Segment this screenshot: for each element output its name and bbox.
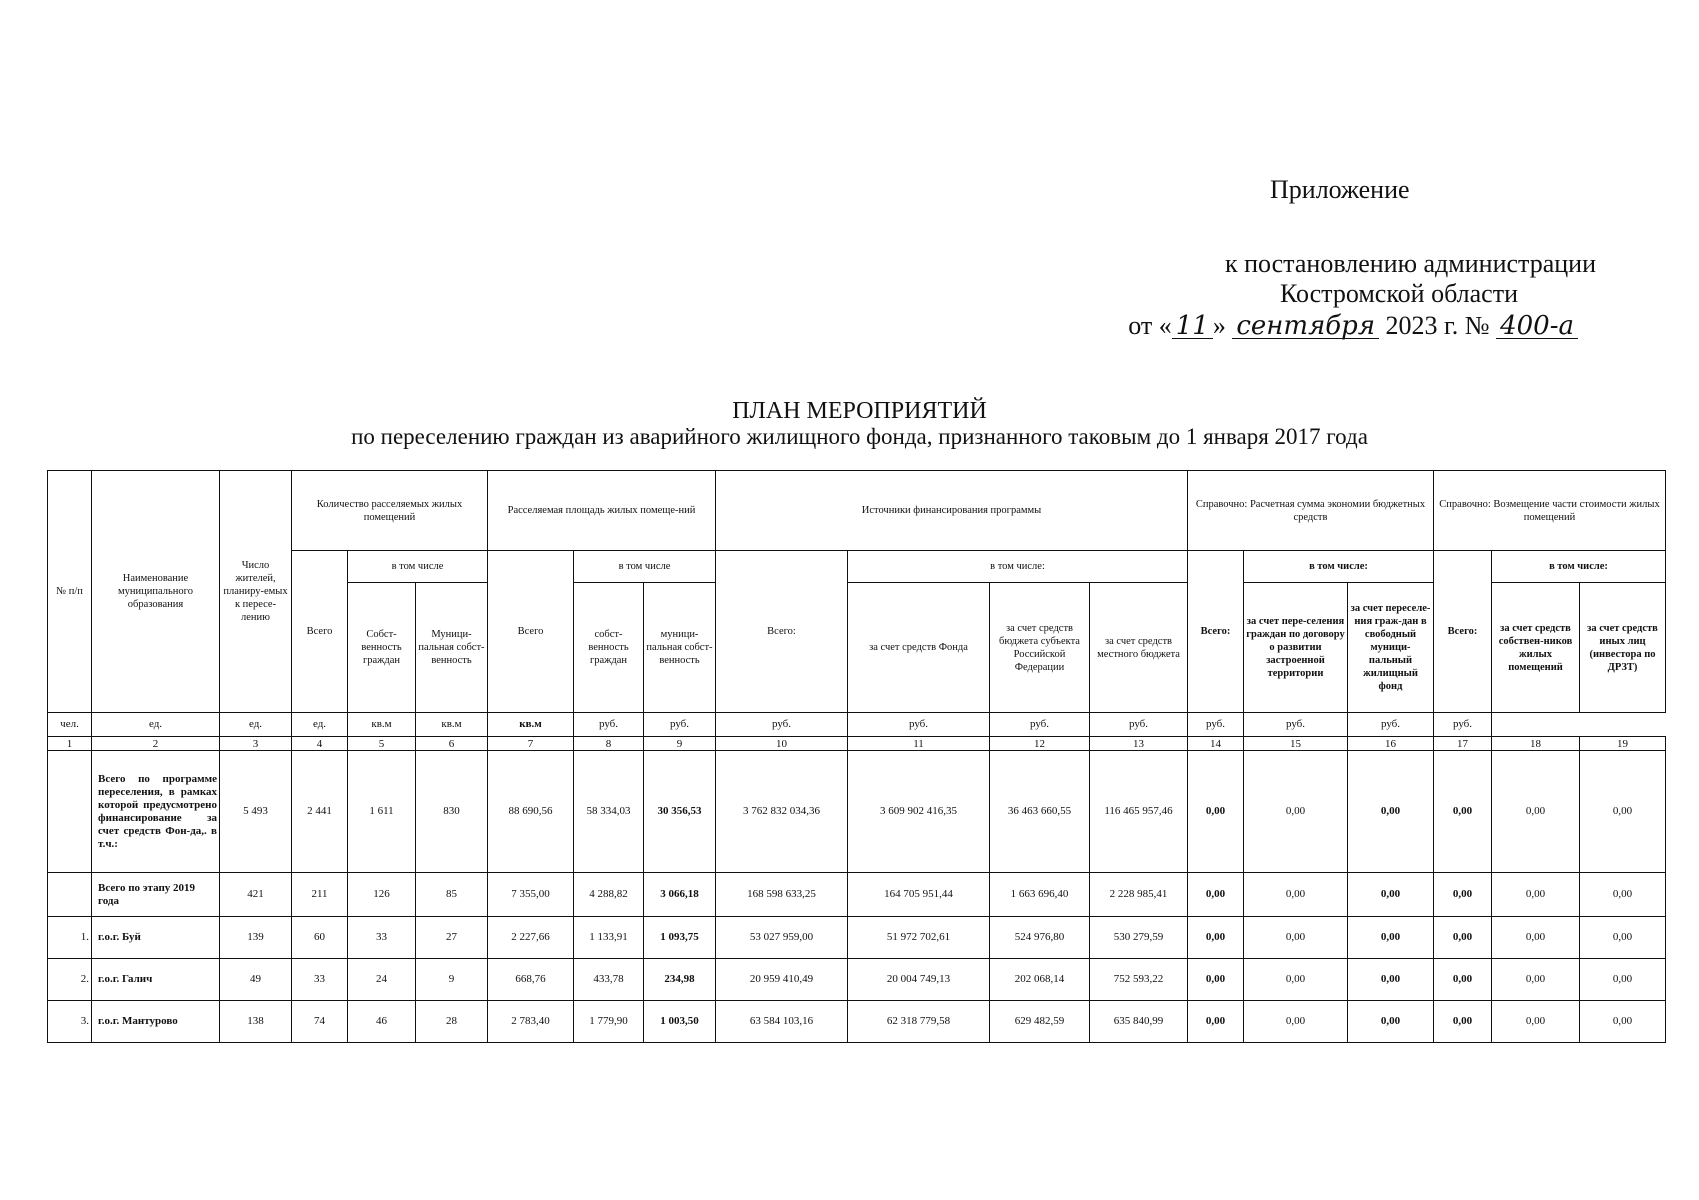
header-finance-group: Источники финансирования программы: [716, 471, 1188, 551]
table-cell: 4 288,82: [574, 873, 644, 917]
unit-cell: ед.: [292, 713, 348, 737]
table-cell: 20 959 410,49: [716, 959, 848, 1001]
row-name: Всего по этапу 2019 года: [92, 873, 220, 917]
header-local-budget: за счет средств местного бюджета: [1090, 583, 1188, 713]
table-cell: 63 584 103,16: [716, 1001, 848, 1043]
table-cell: 28: [416, 1001, 488, 1043]
unit-cell: кв.м: [488, 713, 574, 737]
column-number-cell: 14: [1188, 737, 1244, 751]
column-number-cell: 2: [92, 737, 220, 751]
table-row: [48, 959, 1666, 1001]
table-cell: 74: [292, 1001, 348, 1043]
column-number-cell: 18: [1492, 737, 1580, 751]
table-cell: 2 783,40: [488, 1001, 574, 1043]
header-fund: за счет средств Фонда: [848, 583, 990, 713]
table-cell: 58 334,03: [574, 751, 644, 873]
appendix-line-1: к постановлению администрации: [1224, 249, 1596, 278]
column-numbers-section: [48, 737, 1666, 751]
plan-table: [47, 470, 1666, 1043]
header-comp-owners: за счет средств собствен-ников жилых помещений: [1492, 583, 1580, 713]
column-number-cell: 12: [990, 737, 1090, 751]
header-economy-group: Справочно: Расчетная сумма экономии бюджетных средств: [1188, 471, 1434, 551]
table-cell: 0,00: [1348, 873, 1434, 917]
table-row: [48, 873, 1666, 917]
header-compensation-group: Справочно: Возмещение части стоимости жилых помещений: [1434, 471, 1666, 551]
unit-cell: руб.: [716, 713, 848, 737]
table-cell: 116 465 957,46: [1090, 751, 1188, 873]
table-cell: 53 027 959,00: [716, 917, 848, 959]
header-economy-incl: в том числе:: [1244, 551, 1434, 583]
header-econ-free: за счет переселе-ния граж-дан в свободный муници-пальный жилищный фонд: [1348, 583, 1434, 713]
header-finance-total: Всего:: [716, 551, 848, 713]
unit-cell: чел.: [48, 713, 92, 737]
table-cell: 36 463 660,55: [990, 751, 1090, 873]
unit-cell: руб.: [1434, 713, 1492, 737]
unit-cell: ед.: [220, 713, 292, 737]
table-cell: 20 004 749,13: [848, 959, 990, 1001]
table-cell: 0,00: [1244, 873, 1348, 917]
table-cell: 1 779,90: [574, 1001, 644, 1043]
plan-subtitle: по переселению граждан из аварийного жилищного фонда, признанного таковым до 1 января 2017 года: [351, 424, 1368, 449]
table-cell: 33: [292, 959, 348, 1001]
table-cell: 0,00: [1348, 917, 1434, 959]
column-number-cell: 1: [48, 737, 92, 751]
table-cell: 421: [220, 873, 292, 917]
table-cell: 0,00: [1580, 751, 1666, 873]
table-cell: 1 093,75: [644, 917, 716, 959]
table-cell: 530 279,59: [1090, 917, 1188, 959]
unit-cell: руб.: [1188, 713, 1244, 737]
table-cell: 164 705 951,44: [848, 873, 990, 917]
row-name: г.о.г. Буй: [92, 917, 220, 959]
table-row: [48, 1001, 1666, 1043]
table-cell: 0,00: [1434, 959, 1492, 1001]
table-cell: 524 976,80: [990, 917, 1090, 959]
table-cell: 9: [416, 959, 488, 1001]
column-number-cell: 17: [1434, 737, 1492, 751]
doc-number-handwritten: 400-а: [1496, 314, 1578, 339]
table-cell: 433,78: [574, 959, 644, 1001]
row-name: г.о.г. Галич: [92, 959, 220, 1001]
column-number-cell: 7: [488, 737, 574, 751]
column-number-cell: 5: [348, 737, 416, 751]
column-numbers-row: [48, 737, 1666, 751]
unit-cell: руб.: [644, 713, 716, 737]
header-residents: Число жителей, планиру-емых к пересе-лению: [220, 471, 292, 713]
table-cell: 0,00: [1492, 873, 1580, 917]
table-cell: 1 133,91: [574, 917, 644, 959]
header-comp-investors: за счет средств иных лиц (инвестора по ДРЗТ): [1580, 583, 1666, 713]
table-cell: 138: [220, 1001, 292, 1043]
table-row: [48, 751, 1666, 873]
column-number-cell: 8: [574, 737, 644, 751]
row-name: Всего по программе переселения, в рамках которой предусмотрено финансирование за счет средств Фон-да,. в т.ч.:: [92, 751, 220, 873]
table-cell: 0,00: [1580, 873, 1666, 917]
table-cell: 0,00: [1434, 917, 1492, 959]
table-cell: 830: [416, 751, 488, 873]
date-month-handwritten: сентября: [1232, 314, 1379, 339]
date-prefix: от «: [1128, 311, 1172, 340]
appendix-date-line: [1128, 310, 1578, 341]
table-cell: 0,00: [1580, 959, 1666, 1001]
appendix-line-2: Костромской области: [1279, 279, 1518, 308]
unit-cell: ед.: [92, 713, 220, 737]
column-number-cell: 11: [848, 737, 990, 751]
table-cell: 202 068,14: [990, 959, 1090, 1001]
column-number-cell: 10: [716, 737, 848, 751]
column-number-cell: 13: [1090, 737, 1188, 751]
column-number-cell: 4: [292, 737, 348, 751]
table-cell: 0,00: [1348, 959, 1434, 1001]
table-cell: 234,98: [644, 959, 716, 1001]
table-cell: 3 609 902 416,35: [848, 751, 990, 873]
header-econ-dev: за счет пере-селения граждан по договору о развитии застроенной территории: [1244, 583, 1348, 713]
table-cell: 0,00: [1492, 1001, 1580, 1043]
table-cell: 3 762 832 034,36: [716, 751, 848, 873]
header-finance-incl: в том числе:: [848, 551, 1188, 583]
table-cell: 0,00: [1492, 917, 1580, 959]
table-cell: 0,00: [1188, 917, 1244, 959]
table-cell: 27: [416, 917, 488, 959]
table-cell: 2 441: [292, 751, 348, 873]
table-cell: 139: [220, 917, 292, 959]
table-cell: 0,00: [1188, 751, 1244, 873]
units-row: [48, 713, 1666, 737]
unit-cell: руб.: [574, 713, 644, 737]
table-cell: 752 593,22: [1090, 959, 1188, 1001]
table-cell: 62 318 779,58: [848, 1001, 990, 1043]
column-number-cell: 9: [644, 737, 716, 751]
column-number-cell: 19: [1580, 737, 1666, 751]
table-cell: 24: [348, 959, 416, 1001]
table-cell: 1 611: [348, 751, 416, 873]
row-name: г.о.г. Мантурово: [92, 1001, 220, 1043]
unit-cell: руб.: [990, 713, 1090, 737]
table-cell: 49: [220, 959, 292, 1001]
unit-cell: кв.м: [348, 713, 416, 737]
table-cell: 168 598 633,25: [716, 873, 848, 917]
header-own-citizens: Собст-венность граждан: [348, 583, 416, 713]
row-number: 1.: [48, 917, 92, 959]
table-cell: 211: [292, 873, 348, 917]
table-cell: 1 663 696,40: [990, 873, 1090, 917]
date-mid: »: [1212, 311, 1233, 340]
header-municipal-own-area: муници-пальная собст-венность: [644, 583, 716, 713]
header-municipal-own: Муници-пальная собст-венность: [416, 583, 488, 713]
table-cell: 0,00: [1188, 873, 1244, 917]
table-cell: 0,00: [1492, 959, 1580, 1001]
table-cell: 0,00: [1492, 751, 1580, 873]
table-cell: 5 493: [220, 751, 292, 873]
column-number-cell: 6: [416, 737, 488, 751]
unit-cell: руб.: [1348, 713, 1434, 737]
table-cell: 0,00: [1244, 1001, 1348, 1043]
row-number: 2.: [48, 959, 92, 1001]
unit-cell: руб.: [1244, 713, 1348, 737]
table-cell: 3 066,18: [644, 873, 716, 917]
table-cell: 7 355,00: [488, 873, 574, 917]
row-number: [48, 751, 92, 873]
table-cell: 0,00: [1434, 873, 1492, 917]
table-cell: 0,00: [1434, 751, 1492, 873]
header-subject-budget: за счет средств бюджета субъекта Российской Федерации: [990, 583, 1090, 713]
header-own-citizens-area: собст-венность граждан: [574, 583, 644, 713]
table-cell: 126: [348, 873, 416, 917]
table-cell: 0,00: [1348, 1001, 1434, 1043]
table-cell: 33: [348, 917, 416, 959]
header-rooms-total: Всего: [292, 551, 348, 713]
header-num: № п/п: [48, 471, 92, 713]
data-rows-section: [48, 751, 1666, 1043]
header-row-groups: [48, 471, 1666, 551]
header-compensation-incl: в том числе:: [1492, 551, 1666, 583]
header-area-total: Всего: [488, 551, 574, 713]
header-rooms-incl: в том числе: [348, 551, 488, 583]
table-cell: 0,00: [1188, 959, 1244, 1001]
header-area-group: Расселяемая площадь жилых помеще-ний: [488, 471, 716, 551]
unit-cell: кв.м: [416, 713, 488, 737]
row-number: [48, 873, 92, 917]
unit-cell: руб.: [1090, 713, 1188, 737]
header-economy-total: Всего:: [1188, 551, 1244, 713]
date-year: 2023 г. №: [1379, 311, 1497, 340]
header-compensation-total: Всего:: [1434, 551, 1492, 713]
table-cell: 0,00: [1244, 959, 1348, 1001]
table-cell: 60: [292, 917, 348, 959]
table-cell: 0,00: [1244, 917, 1348, 959]
header-area-incl: в том числе: [574, 551, 716, 583]
table-cell: 88 690,56: [488, 751, 574, 873]
table-cell: 635 840,99: [1090, 1001, 1188, 1043]
header-name: Наименование муниципального образования: [92, 471, 220, 713]
date-day-handwritten: 11: [1172, 314, 1213, 339]
column-number-cell: 15: [1244, 737, 1348, 751]
table-cell: 668,76: [488, 959, 574, 1001]
table-cell: 51 972 702,61: [848, 917, 990, 959]
table-cell: 0,00: [1188, 1001, 1244, 1043]
table-cell: 1 003,50: [644, 1001, 716, 1043]
table-cell: 2 228 985,41: [1090, 873, 1188, 917]
column-number-cell: 3: [220, 737, 292, 751]
table-cell: 30 356,53: [644, 751, 716, 873]
unit-cell: руб.: [848, 713, 990, 737]
table-cell: 0,00: [1348, 751, 1434, 873]
table-cell: 0,00: [1580, 917, 1666, 959]
table-cell: 629 482,59: [990, 1001, 1090, 1043]
table-cell: 46: [348, 1001, 416, 1043]
plan-title: ПЛАН МЕРОПРИЯТИЙ: [732, 398, 987, 424]
appendix-title: Приложение: [1270, 175, 1410, 204]
table-cell: 2 227,66: [488, 917, 574, 959]
column-number-cell: 16: [1348, 737, 1434, 751]
table-cell: 0,00: [1580, 1001, 1666, 1043]
table-cell: 0,00: [1244, 751, 1348, 873]
table-row: [48, 917, 1666, 959]
table-cell: 85: [416, 873, 488, 917]
table-cell: 0,00: [1434, 1001, 1492, 1043]
header-rooms-group: Количество расселяемых жилых помещений: [292, 471, 488, 551]
row-number: 3.: [48, 1001, 92, 1043]
